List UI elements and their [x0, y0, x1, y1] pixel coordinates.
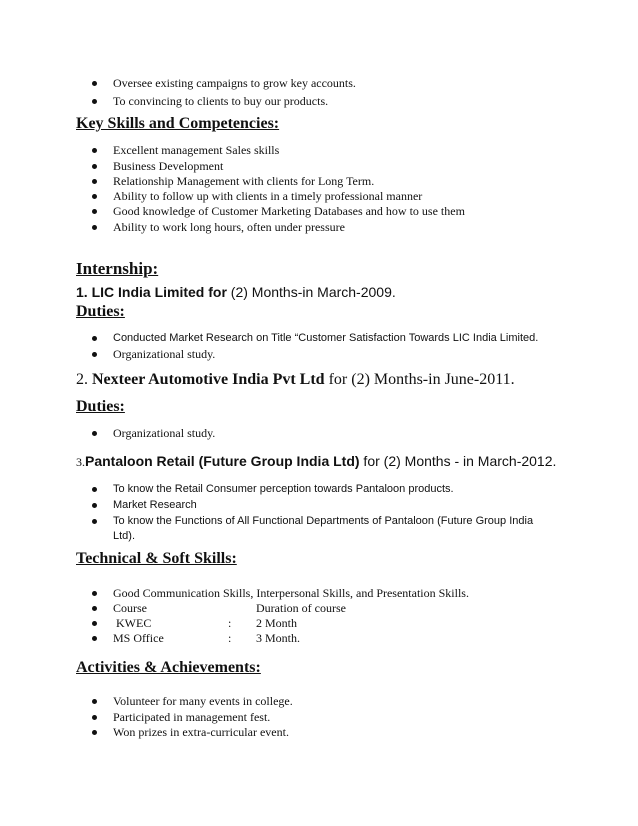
list-item-text: To know the Functions of All Functional Departments of Pantaloon (Future Group India [113, 515, 534, 527]
bullet-icon [92, 621, 97, 626]
course-duration: 2 Month [256, 616, 298, 630]
bullet-icon [92, 503, 97, 508]
bullet-icon [92, 487, 97, 492]
bullet-icon [92, 715, 97, 720]
duties-heading: Duties: [76, 303, 125, 320]
bullet-icon [92, 148, 97, 153]
key-skills-heading: Key Skills and Competencies: [76, 115, 280, 132]
list-item-text: To know the Retail Consumer perception towards Pantaloon products. [113, 483, 454, 495]
bullet-icon [92, 636, 97, 641]
course-name: KWEC [116, 616, 152, 630]
list-item-text: Ltd). [113, 530, 136, 542]
list-item-text: Conducted Market Research on Title “Customer Satisfaction Towards LIC India Limited. [113, 332, 539, 344]
course-duration: 3 Month. [256, 631, 301, 645]
list-item-text: Good knowledge of Customer Marketing Databases and how to use them [113, 204, 465, 218]
list-item-text: Won prizes in extra-curricular event. [113, 725, 289, 739]
bullet-icon [92, 99, 97, 104]
nexteer-title [76, 371, 515, 389]
list-item-text: Relationship Management with clients for Long Term. [113, 174, 375, 188]
list-item-text: Market Research [113, 499, 197, 511]
list-item-text: Organizational study. [113, 426, 216, 440]
list-item-text: Oversee existing campaigns to grow key accounts. [113, 76, 356, 90]
internship-heading: Internship: [76, 259, 159, 278]
course-label: Course [113, 601, 147, 615]
bullet-icon [92, 352, 97, 357]
duties-heading: Duties: [76, 398, 125, 415]
bullet-icon [92, 606, 97, 611]
course-header-row [92, 601, 492, 616]
lic-title-rest: (2) Months-in March-2009. [226, 284, 396, 300]
list-item-text: Excellent management Sales skills [113, 143, 280, 157]
bullet-icon [92, 81, 97, 86]
bullet-icon [92, 209, 97, 214]
list-item-text: Good Communication Skills, Interpersonal Skills, and Presentation Skills. [113, 586, 469, 600]
lic-title [76, 284, 396, 300]
duration-label: Duration of course [256, 601, 346, 615]
nexteer-prefix: 2. [76, 371, 92, 388]
activities-heading: Activities & Achievements: [76, 659, 261, 676]
bullet-icon [92, 179, 97, 184]
pantaloon-prefix: 3. [76, 455, 85, 469]
list-item-text: Ability to work long hours, often under pressure [113, 220, 345, 234]
course-row [92, 631, 492, 646]
bullet-icon [92, 431, 97, 436]
list-item-text: Organizational study. [113, 347, 216, 361]
pantaloon-title [76, 453, 556, 470]
bullet-icon [92, 164, 97, 169]
list-item-text: Volunteer for many events in college. [113, 694, 293, 708]
bullet-icon [92, 225, 97, 230]
bullet-icon [92, 591, 97, 596]
bullet-icon [92, 699, 97, 704]
list-item-text: To convincing to clients to buy our products. [113, 94, 329, 108]
technical-skills-heading: Technical & Soft Skills: [76, 550, 237, 567]
bullet-icon [92, 194, 97, 199]
list-item-text: Participated in management fest. [113, 710, 271, 724]
list-item-text: Business Development [113, 159, 224, 173]
nexteer-rest: for (2) Months-in June-2011. [324, 371, 515, 388]
bullet-icon [92, 730, 97, 735]
pantaloon-company: Pantaloon Retail (Future Group India Ltd) [85, 453, 360, 469]
course-separator: : [228, 616, 232, 630]
course-name: MS Office [113, 631, 164, 645]
bullet-icon [92, 336, 97, 341]
lic-title-bold: 1. LIC India Limited for [76, 284, 227, 300]
list-item-text: Ability to follow up with clients in a timely professional manner [113, 189, 423, 203]
pantaloon-rest: for (2) Months - in March-2012. [359, 453, 557, 469]
course-separator: : [228, 631, 232, 645]
nexteer-company: Nexteer Automotive India Pvt Ltd [92, 371, 325, 388]
course-row [92, 616, 492, 631]
bullet-icon [92, 519, 97, 524]
